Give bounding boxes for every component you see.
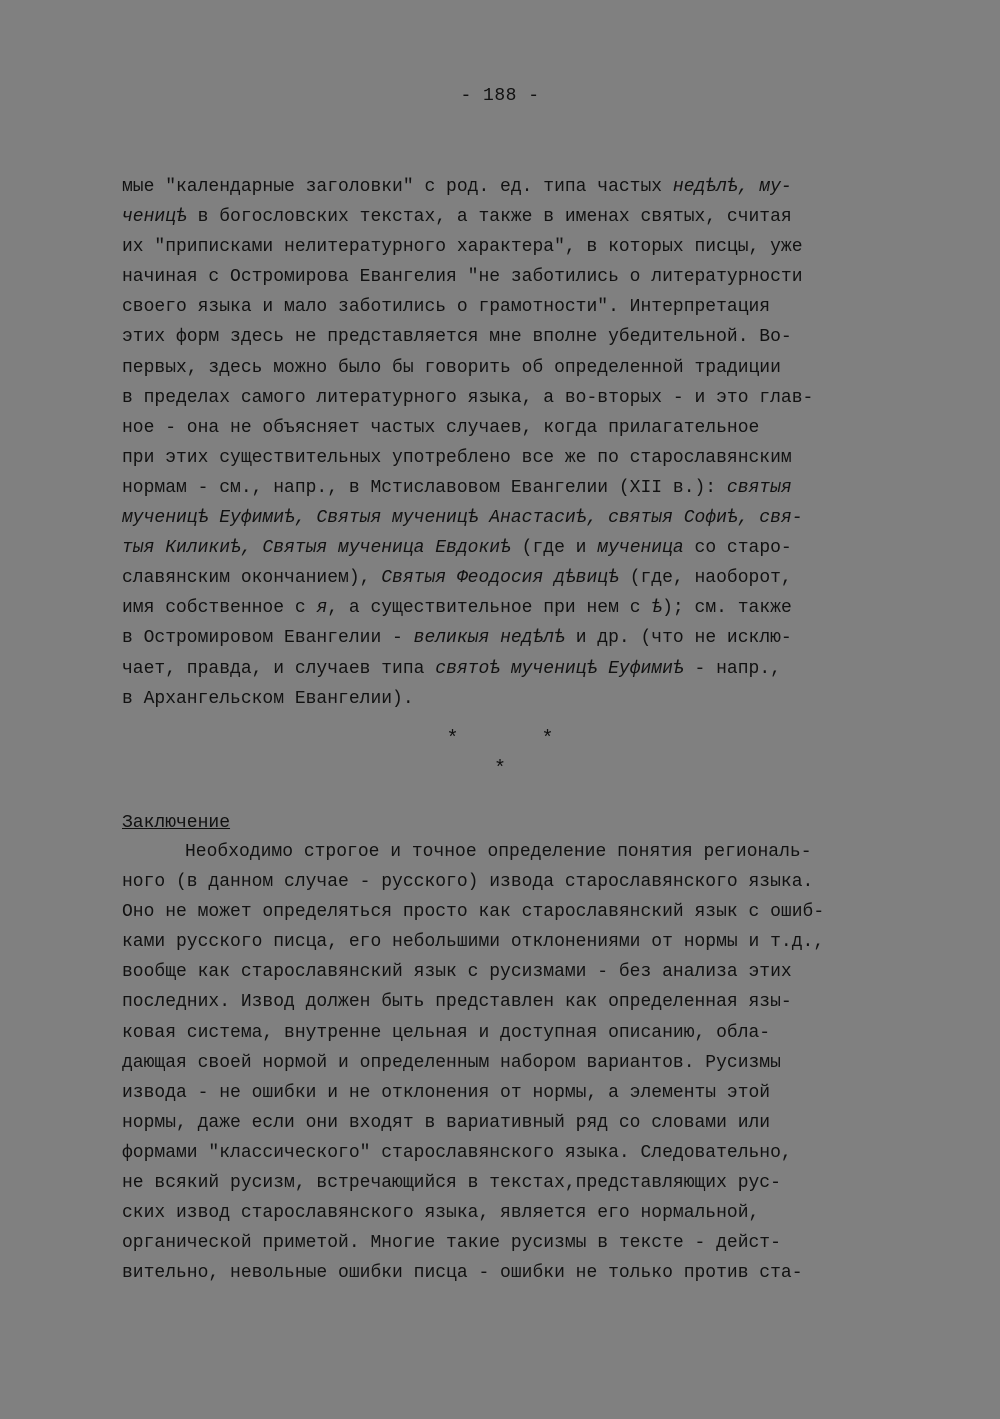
text-line <box>122 443 902 473</box>
text-line: дающая своей нормой и определенным набором вариантов. Русизмы <box>122 1052 781 1073</box>
text-line <box>122 202 902 232</box>
text-line: органической приметой. Многие такие русизмы в тексте - дейст- <box>122 1233 781 1254</box>
text-line: ских извод старославянского языка, является его нормальной, <box>122 1203 760 1224</box>
section-separator-bottom: * <box>493 758 506 781</box>
text-segment: имя собственное с <box>122 598 317 619</box>
text-segment: нормам - см., напр., в Мстиславовом Евангелии (XII в.): <box>122 477 727 498</box>
text-line <box>122 533 902 563</box>
text-line: ного (в данном случае - русского) извода старославянского языка. <box>122 872 814 893</box>
text-line <box>122 262 902 292</box>
text-segment: и др. (что не исклю- <box>564 628 792 649</box>
text-segment: со старо- <box>683 538 792 559</box>
text-line <box>122 563 902 593</box>
text-line: последних. Извод должен быть представлен как определенная язы- <box>122 992 792 1013</box>
text-segment: своего языка и мало заботились о грамотности". Интерпретация <box>122 297 771 318</box>
text-segment: первых, здесь можно было бы говорить об определенной традиции <box>122 357 781 378</box>
text-line <box>122 503 902 533</box>
text-line: Оно не может определяться просто как старославянский язык с ошиб- <box>122 902 825 923</box>
page-number: - 188 - <box>460 86 540 106</box>
separator-asterisk-left: * <box>446 728 459 751</box>
text-line <box>122 172 902 202</box>
text-line <box>122 383 902 413</box>
text-segment: в Остромировом Евангелии - <box>122 628 414 649</box>
text-line <box>122 322 902 352</box>
italic-text: святыя <box>726 477 792 498</box>
text-line: нормы, даже если они входят в вариативный ряд со словами или <box>122 1112 771 1133</box>
text-line: формами "классического" старославянского языка. Следовательно, <box>122 1142 792 1163</box>
paragraph-1 <box>122 172 902 714</box>
text-line: извода - не ошибки и не отклонения от нормы, а элементы этой <box>122 1082 771 1103</box>
text-line <box>122 684 902 714</box>
text-line <box>122 232 902 262</box>
paragraph-2 <box>122 837 902 1288</box>
text-line <box>122 292 902 322</box>
italic-text: мученица <box>597 538 684 559</box>
text-line <box>122 473 902 503</box>
text-segment: их "приписками нелитературного характера", в которых писцы, уже <box>122 237 803 258</box>
italic-text: великыя недѣлѣ <box>413 628 565 649</box>
text-segment: славянским окончанием), <box>122 568 382 589</box>
italic-text: Святыя Феодосия дѣвицѣ <box>381 568 619 589</box>
italic-text: мученицѣ Еуфимиѣ, Святыя мученицѣ Анастасиѣ, святыя Софиѣ, свя- <box>122 508 803 529</box>
text-segment: при этих существительных употреблено все же по старославянским <box>122 447 792 468</box>
text-segment: - напр., <box>683 658 781 679</box>
text-line <box>122 413 902 443</box>
text-segment: в богословских текстах, а также в именах святых, считая <box>186 207 792 228</box>
text-segment: , а существительное при нем с <box>327 598 652 619</box>
text-line <box>122 353 902 383</box>
section-separator-top <box>0 728 1000 751</box>
text-line: вительно, невольные ошибки писца - ошибки не только против ста- <box>122 1263 803 1284</box>
text-segment: (где, наоборот, <box>618 568 792 589</box>
text-segment: мые "календарные заголовки" с род. ед. типа частых <box>122 177 673 197</box>
italic-text: тыя Киликиѣ, Святыя мученица Евдокиѣ <box>122 538 511 559</box>
text-line <box>122 623 902 653</box>
italic-text: ѣ <box>651 598 663 619</box>
text-segment: в Архангельском Евангелии). <box>122 688 414 709</box>
text-segment: в пределах самого литературного языка, а во-вторых - и это глав- <box>122 387 814 408</box>
text-line <box>122 654 902 684</box>
text-line: не всякий русизм, встречающийся в текстах,представляющих рус- <box>122 1173 781 1194</box>
text-segment: чает, правда, и случаев типа <box>122 658 436 679</box>
section-heading: Заключение <box>122 813 231 833</box>
text-segment: ное - она не объясняет частых случаев, когда прилагательное <box>122 417 760 438</box>
text-segment: (где и <box>510 538 598 559</box>
text-line: вообще как старославянский язык с русизмами - без анализа этих <box>122 962 792 983</box>
separator-asterisk-right: * <box>541 728 554 751</box>
text-line: ковая система, внутренне цельная и доступная описанию, обла- <box>122 1022 771 1043</box>
text-segment: ); см. также <box>662 598 792 619</box>
text-segment: этих форм здесь не представляется мне вполне убедительной. Во- <box>122 327 792 348</box>
italic-text: ченицѣ <box>122 207 187 228</box>
text-segment: начиная с Остромирова Евангелия "не заботились о литературности <box>122 267 803 288</box>
text-line <box>122 593 902 623</box>
italic-text: недѣлѣ, му- <box>672 177 792 197</box>
text-line: ками русского писца, его небольшими отклонениями от нормы и т.д., <box>122 932 825 953</box>
text-line: Необходимо строгое и точное определение понятия региональ- <box>185 842 812 862</box>
italic-text: святоѣ мученицѣ Еуфимиѣ <box>435 658 684 679</box>
italic-text: я <box>316 598 328 619</box>
